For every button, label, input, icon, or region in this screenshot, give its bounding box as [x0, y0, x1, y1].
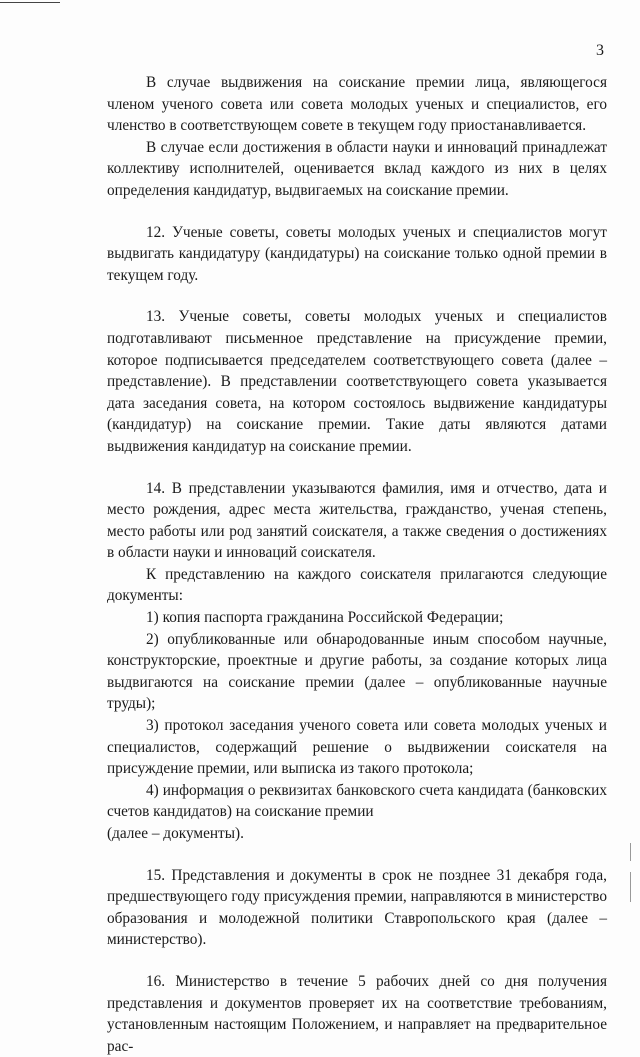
paragraph-gap: [107, 458, 607, 478]
paragraph-gap: [107, 286, 607, 306]
paragraph-item-15: 15. Представления и документы в срок не позднее 31 декабря года, предшествующего году присуждения премии, направляются в министерство образования и молодежной политики Ставропольского края (далее – министерство).: [107, 866, 607, 949]
scan-edge-mark: [630, 843, 631, 861]
list-item: 4) информация о реквизитах банковского счета кандидата (банковских счетов кандидатов) на соискание премии: [107, 781, 607, 821]
paragraph-continuation: (далее – документы).: [107, 825, 244, 842]
paragraph-item-14: 14. В представлении указываются фамилия, имя и отчество, дата и место рождения, адрес места жительства, гражданство, ученая степень, место работы или род занятий соискателя, а также сведения о достижениях в области науки и инноваций соискателя.: [107, 479, 607, 562]
list-item: 1) копия паспорта гражданина Российской Федерации;: [146, 609, 504, 627]
page-number: 3: [596, 42, 604, 59]
paragraph-item-13: 13. Ученые советы, советы молодых ученых и специалистов подготавливают письменное представление на присуждение премии, которое подписывается председателем соответствующего совета (далее – представление). В представлении соответствующего совета указывается дата заседания совета, на котором состоялось выдвижение кандидатуры (кандидатур) на соискание премии. Такие даты являются датами выдвижения кандидатур на соискание премии.: [107, 308, 607, 455]
paragraph-gap: [107, 845, 607, 865]
top-rule: [0, 2, 60, 3]
paragraph: К представлению на каждого соискателя прилагаются следующие документы:: [107, 565, 607, 605]
paragraph-gap: [107, 951, 607, 971]
paragraph: В случае выдвижения на соискание премии лица, являющегося членом ученого совета или совета молодых ученых и специалистов, его членство в соответствующем совете в текущем году приостанавливается.: [107, 74, 607, 135]
document-body: [107, 72, 607, 1057]
paragraph-item-16: 16. Министерство в течение 5 рабочих дней со дня получения представления и документов проверяет их на соответствие требованиям, установленным настоящим Положением, и направляет на предварительное рас-: [107, 972, 607, 1055]
paragraph: В случае если достижения в области науки и инноваций принадлежат коллективу исполнителей, оценивается вклад каждого из них в целях определения кандидатур, выдвигаемых на соискание премии.: [107, 138, 607, 199]
scan-edge-mark: [630, 872, 631, 902]
list-item: 3) протокол заседания ученого совета или совета молодых ученых и специалистов, содержащий решение о выдвижении соискателя на присуждение премии, или выписка из такого протокола;: [107, 717, 607, 778]
paragraph-item-12: 12. Ученые советы, советы молодых ученых и специалистов могут выдвигать кандидатуру (кандидатуры) на соискание только одной премии в текущем году.: [107, 223, 607, 284]
paragraph-gap: [107, 202, 607, 222]
list-item: 2) опубликованные или обнародованные иным способом научные, конструкторские, проектные и другие работы, за создание которых лица выдвигаются на соискание премии (далее – опубликованные научные труды);: [107, 630, 607, 713]
